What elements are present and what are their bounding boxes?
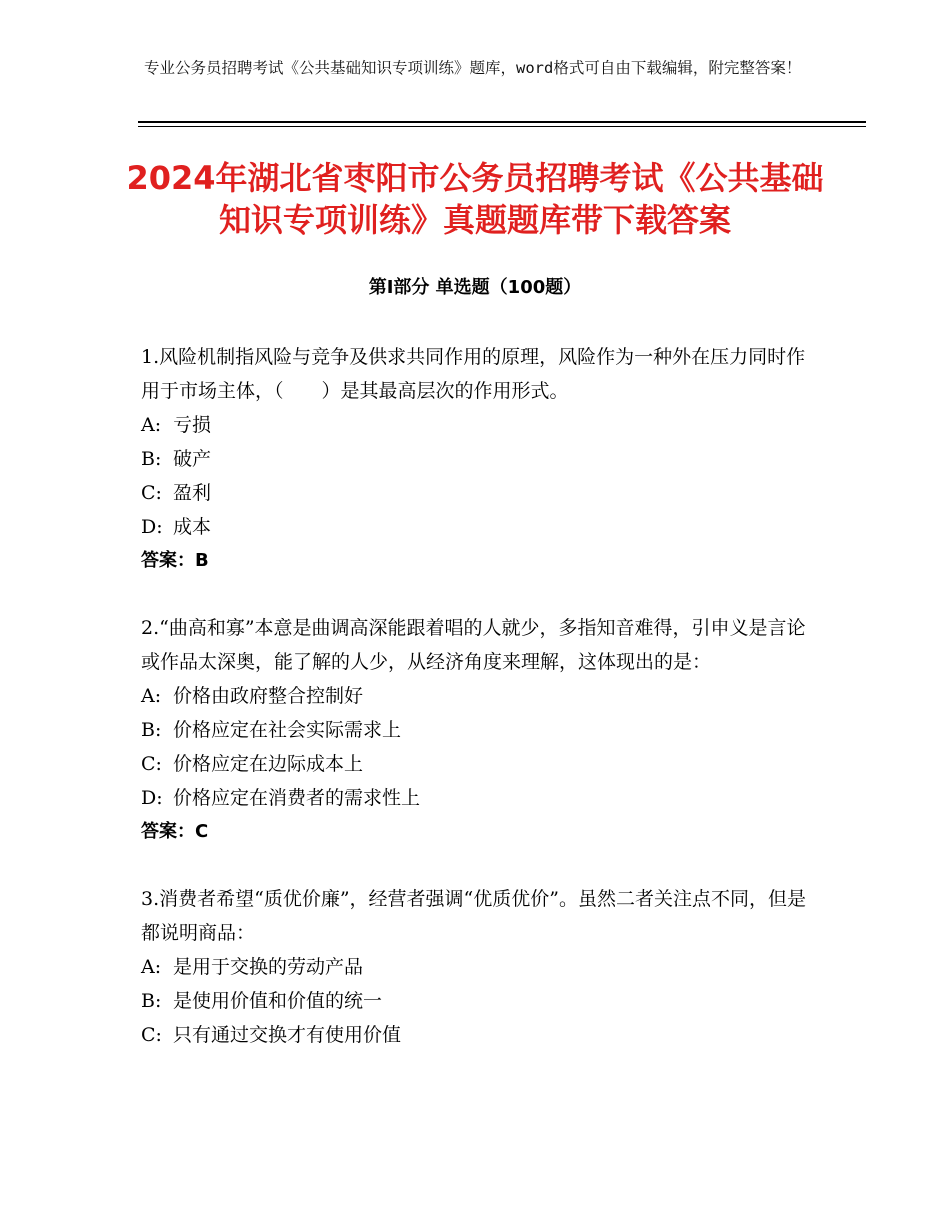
option-label: C: [141,482,162,504]
option-text: 成本 [173,516,212,538]
question-stem: 1.风险机制指风险与竞争及供求共同作用的原理，风险作为一种外在压力同时作用于市场主体，（ ）是其最高层次的作用形式。 [141,346,806,402]
option-a [141,950,811,984]
question-stem: 2.“曲高和寡”本意是曲调高深能跟着唱的人就少，多指知音难得，引申义是言论或作品太深奥，能了解的人少，从经济角度来理解，这体现出的是： [141,617,806,673]
option-text: 盈利 [173,482,212,504]
option-label: B: [141,990,162,1012]
option-label: A: [141,685,162,707]
option-text: 价格应定在社会实际需求上 [173,719,402,741]
option-label: C: [141,753,162,775]
section-heading: 第Ⅰ部分 单选题（100题） [368,277,582,298]
option-text: 只有通过交换才有使用价值 [173,1024,402,1046]
option-label: B: [141,719,162,741]
answer: 答案：C [141,821,209,842]
option-label: B: [141,448,162,470]
option-label: C: [141,1024,162,1046]
option-text: 是使用价值和价值的统一 [173,990,383,1012]
option-text: 价格应定在消费者的需求性上 [173,787,421,809]
question-3 [141,882,811,1052]
question-list [141,340,811,1085]
header-rule-thick [138,121,866,123]
option-b [141,984,811,1018]
option-c [141,747,811,781]
option-text: 破产 [173,448,212,470]
question-1 [141,340,811,578]
option-text: 价格由政府整合控制好 [173,685,364,707]
option-d [141,510,811,544]
option-label: D: [141,516,163,538]
question-stem: 3.消费者希望“质优价廉”，经营者强调“优质优价”。虽然二者关注点不同，但是都说明商品： [141,888,806,944]
option-text: 亏损 [173,414,212,436]
option-c [141,476,811,510]
option-b [141,442,811,476]
option-c [141,1018,811,1052]
option-b [141,713,811,747]
option-text: 价格应定在边际成本上 [173,753,364,775]
header-note: 专业公务员招聘考试《公共基础知识专项训练》题库，word格式可自由下载编辑，附完整答案！ [144,59,802,77]
option-label: A: [141,414,162,436]
option-text: 是用于交换的劳动产品 [173,956,364,978]
answer: 答案：B [141,550,209,571]
option-a [141,679,811,713]
option-a [141,408,811,442]
header-rule-thin [138,126,866,127]
option-d [141,781,811,815]
option-label: A: [141,956,162,978]
option-label: D: [141,787,163,809]
question-2 [141,611,811,849]
document-title: 2024年湖北省枣阳市公务员招聘考试《公共基础知识专项训练》真题题库带下载答案 [126,159,824,239]
